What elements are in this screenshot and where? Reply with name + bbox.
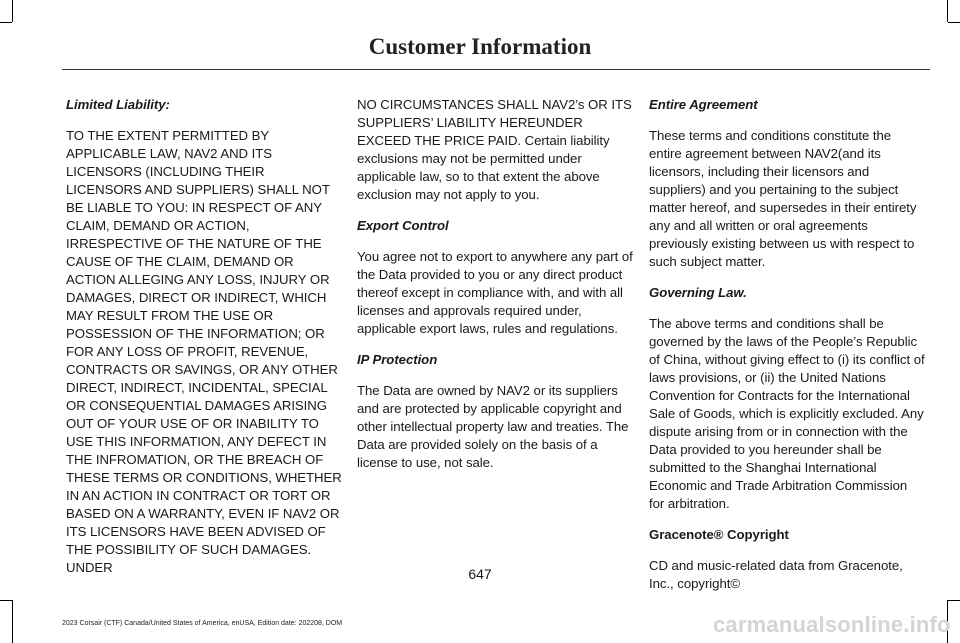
section-heading-ip-protection: IP Protection bbox=[357, 352, 438, 367]
governing-law-text: The above terms and conditions shall be governed by the laws of the People’s Republic of China, without giving effect to (i) its conflict of laws provisions, or (ii) the United Nations Convention for Contracts for the International Sale of Goods, which is explicitly excluded. Any dispute arising from or in connection with the Data provided to you hereunder shall be submitted to the Shanghai International Economic and Trade Arbitration Commission for arbitration. bbox=[649, 316, 925, 511]
footer-edition-info: 2023 Corsair (CTF) Canada/United States of America, enUSA, Edition date: 202208, DOM bbox=[62, 620, 343, 627]
watermark-logo: carmanualsonline.info bbox=[713, 612, 951, 637]
section-heading-export-control: Export Control bbox=[357, 218, 449, 233]
gracenote-copyright-text: CD and music-related data from Gracenote, Inc., copyright© bbox=[649, 558, 903, 591]
limited-liability-text: TO THE EXTENT PERMITTED BY APPLICABLE LAW, NAV2 AND ITS LICENSORS (INCLUDING THEIR LICENSORS AND SUPPLIERS) SHALL NOT BE LIABLE TO YOU: IN RESPECT OF ANY CLAIM, DEMAND OR ACTION, IRRESPECTIVE OF THE NATURE OF THE CAUSE OF THE CLAIM, DEMAND OR ACTION ALLEGING ANY LOSS, INJURY OR DAMAGES, DIRECT OR INDIRECT, WHICH MAY RESULT FROM THE USE OR POSSESSION OF THE INFORMATION; OR FOR ANY LOSS OF PROFIT, REVENUE, CONTRACTS OR SAVINGS, OR ANY OTHER DIRECT, INDIRECT, INCIDENTAL, SPECIAL OR CONSEQUENTIAL DAMAGES ARISING OUT OF YOUR USE OF OR INABILITY TO USE THIS INFORMATION, ANY DEFECT IN THE INFROMATION, OR THE BREACH OF THESE TERMS OR CONDITIONS, WHETHER IN AN ACTION IN CONTRACT OR TORT OR BASED ON A WARRANTY, EVEN IF NAV2 OR ITS LICENSORS HAVE BEEN ADVISED OF THE POSSIBILITY OF SUCH DAMAGES. UNDER bbox=[66, 128, 342, 575]
crop-mark bbox=[948, 600, 960, 601]
section-heading-gracenote-copyright: Gracenote® Copyright bbox=[649, 527, 789, 542]
page-title: Customer Information bbox=[368, 34, 592, 59]
entire-agreement-text: These terms and conditions constitute the entire agreement between NAV2(and its licensors, including their licensors and suppliers) and you pertaining to the subject matter hereof, and supersedes in their entirety any and all written or oral agreements previously existing between us with respect to such subject matter. bbox=[649, 128, 917, 269]
header-divider bbox=[62, 69, 930, 70]
section-heading-governing-law: Governing Law. bbox=[649, 285, 747, 300]
section-heading-entire-agreement: Entire Agreement bbox=[649, 97, 758, 112]
liability-continued-text: NO CIRCUMSTANCES SHALL NAV2’s OR ITS SUPPLIERS’ LIABILITY HEREUNDER EXCEED THE PRICE PAID. Certain liability exclusions may not be permitted under applicable law, so to that extent the above exclusion may not apply to you. bbox=[357, 97, 632, 202]
page-number: 647 bbox=[468, 566, 492, 582]
crop-mark bbox=[12, 0, 13, 22]
crop-mark bbox=[0, 600, 12, 601]
column-middle bbox=[357, 96, 633, 485]
export-control-text: You agree not to export to anywhere any part of the Data provided to you or any direct product thereof except in compliance with, and with all licenses and approvals required under, applicable export laws, rules and regulations. bbox=[357, 249, 633, 336]
crop-mark bbox=[12, 600, 13, 643]
column-left bbox=[66, 96, 342, 590]
crop-mark bbox=[947, 0, 948, 22]
crop-mark bbox=[0, 22, 12, 23]
column-right bbox=[649, 96, 925, 606]
section-heading-limited-liability: Limited Liability: bbox=[66, 97, 170, 112]
crop-mark bbox=[948, 22, 960, 23]
ip-protection-text: The Data are owned by NAV2 or its suppliers and are protected by applicable copyright and other intellectual property law and treaties. The Data are provided solely on the basis of a license to use, not sale. bbox=[357, 383, 629, 470]
